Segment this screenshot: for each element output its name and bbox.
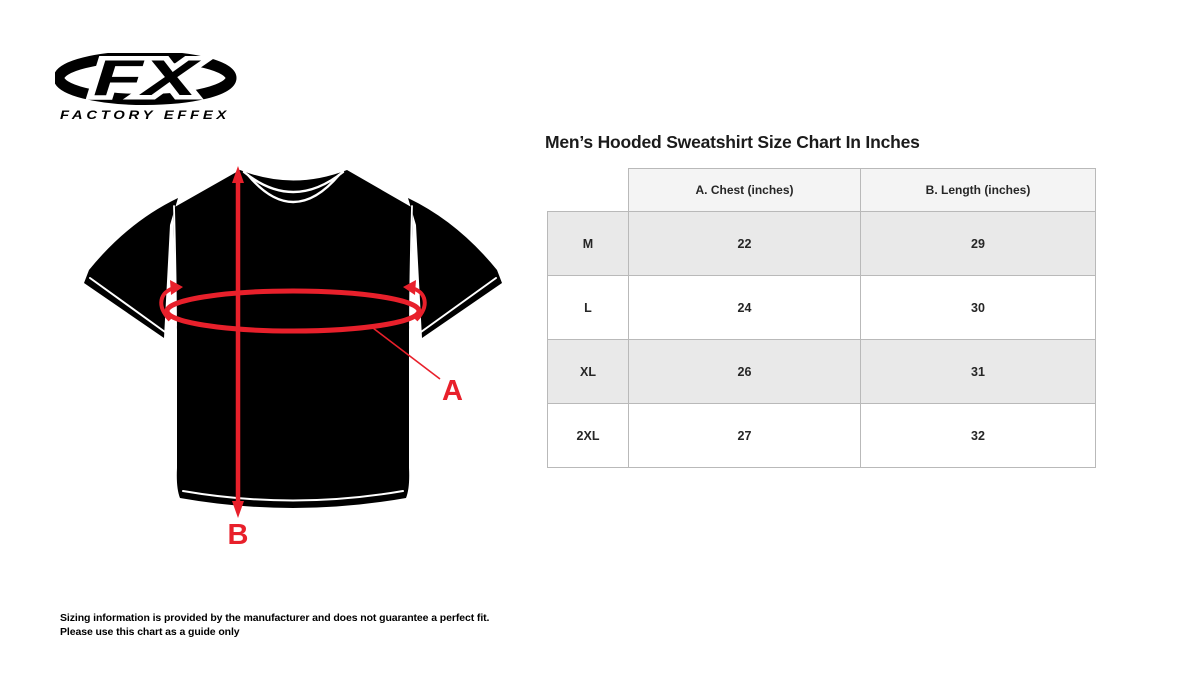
length-arrow-bottom-head xyxy=(232,501,244,518)
table-row xyxy=(548,404,1096,468)
sizing-disclaimer xyxy=(60,612,489,639)
header-cell-chest: A. Chest (inches) xyxy=(629,169,861,212)
chest-cell: 27 xyxy=(629,404,861,468)
length-cell: 32 xyxy=(861,404,1096,468)
length-cell: 29 xyxy=(861,212,1096,276)
tshirt-body xyxy=(173,170,413,508)
size-cell: XL xyxy=(548,340,629,404)
disclaimer-line-1: Sizing information is provided by the manufacturer and does not guarantee a perfect fit. xyxy=(60,612,490,624)
chest-cell: 26 xyxy=(629,340,861,404)
table-row xyxy=(548,340,1096,404)
size-cell: M xyxy=(548,212,629,276)
tshirt-left-sleeve xyxy=(84,198,178,338)
logo-wordmark: FACTORY EFFEX xyxy=(60,108,230,122)
table-header-row xyxy=(548,169,1096,212)
page-title: Men’s Hooded Sweatshirt Size Chart In Inches xyxy=(545,132,920,152)
tshirt-right-sleeve xyxy=(408,198,502,338)
chest-cell: 24 xyxy=(629,276,861,340)
chest-cell: 22 xyxy=(629,212,861,276)
header-cell-length: B. Length (inches) xyxy=(861,169,1096,212)
size-cell: L xyxy=(548,276,629,340)
size-table xyxy=(547,168,1096,468)
header-cell-blank xyxy=(548,169,629,212)
table-row xyxy=(548,276,1096,340)
logo-fx-text: FX xyxy=(93,53,202,106)
label-a: A xyxy=(442,375,463,407)
factory-effex-logo xyxy=(55,53,245,125)
length-cell: 30 xyxy=(861,276,1096,340)
label-b: B xyxy=(227,519,249,550)
size-cell: 2XL xyxy=(548,404,629,468)
table-row xyxy=(548,212,1096,276)
length-cell: 31 xyxy=(861,340,1096,404)
tshirt-measurement-diagram xyxy=(60,150,510,550)
disclaimer-line-2: Please use this chart as a guide only xyxy=(60,625,240,638)
